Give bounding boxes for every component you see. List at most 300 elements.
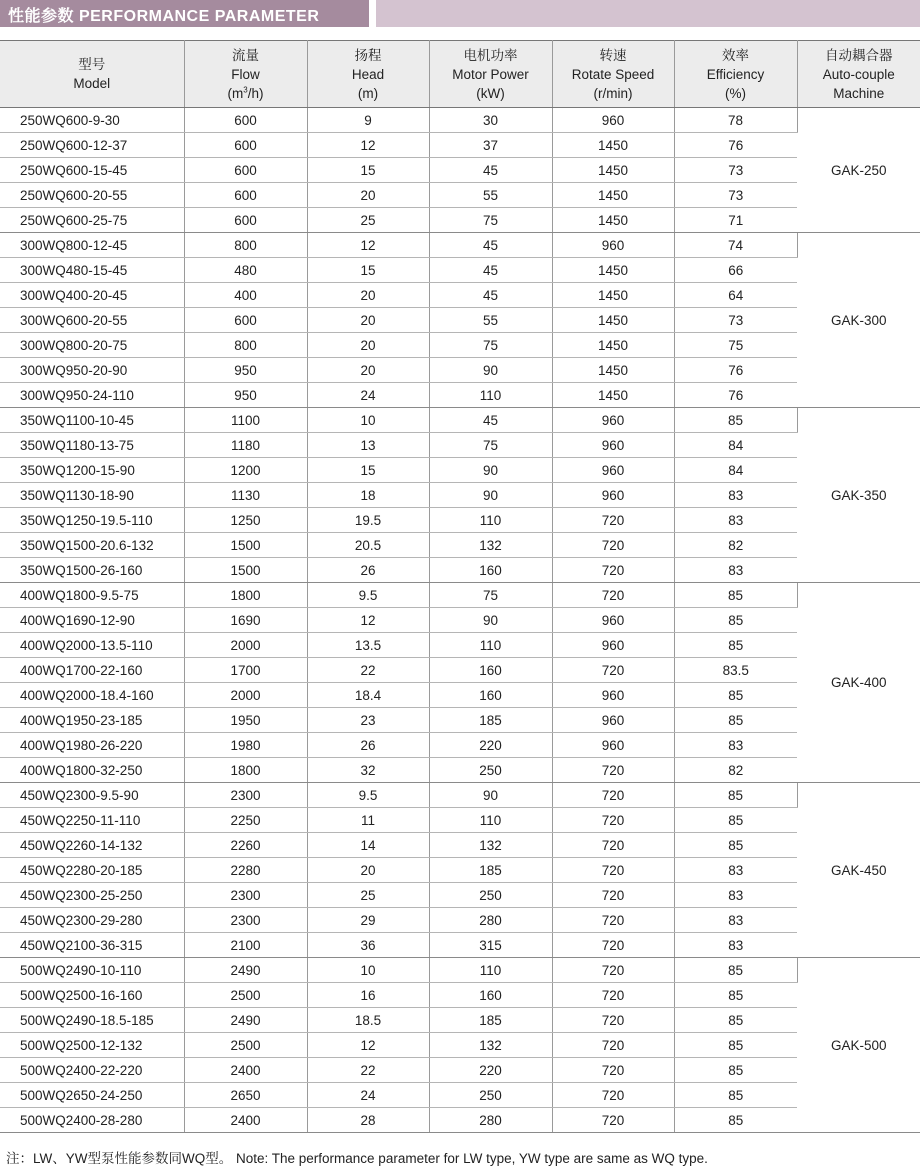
cell-flow: 600: [184, 158, 307, 183]
cell-model: 500WQ2490-10-110: [0, 958, 184, 983]
cell-rotate-speed: 720: [552, 533, 674, 558]
table-row: [0, 308, 920, 333]
cell-rotate-speed: 720: [552, 858, 674, 883]
table-row: [0, 483, 920, 508]
cell-motor-power: 75: [429, 333, 552, 358]
header-flow: [184, 41, 307, 108]
cell-head: 18: [307, 483, 429, 508]
cell-rotate-speed: 720: [552, 508, 674, 533]
cell-head: 18.5: [307, 1008, 429, 1033]
cell-rotate-speed: 720: [552, 1058, 674, 1083]
table-row: [0, 833, 920, 858]
cell-efficiency: 73: [674, 308, 797, 333]
cell-model: 500WQ2400-22-220: [0, 1058, 184, 1083]
cell-head: 20: [307, 308, 429, 333]
cell-model: 250WQ600-25-75: [0, 208, 184, 233]
header-en: Auto-couple: [798, 65, 920, 84]
cell-flow: 1800: [184, 758, 307, 783]
cell-rotate-speed: 720: [552, 758, 674, 783]
cell-motor-power: 110: [429, 958, 552, 983]
cell-rotate-speed: 1450: [552, 133, 674, 158]
cell-efficiency: 85: [674, 1008, 797, 1033]
cell-motor-power: 90: [429, 458, 552, 483]
header-row: [0, 41, 920, 108]
cell-efficiency: 64: [674, 283, 797, 308]
cell-rotate-speed: 960: [552, 683, 674, 708]
cell-flow: 1950: [184, 708, 307, 733]
cell-model: 450WQ2300-9.5-90: [0, 783, 184, 808]
table-row: [0, 183, 920, 208]
cell-motor-power: 132: [429, 533, 552, 558]
header-en: Head: [308, 65, 429, 84]
table-row: [0, 283, 920, 308]
cell-model: 250WQ600-20-55: [0, 183, 184, 208]
header-model: [0, 41, 184, 108]
cell-rotate-speed: 720: [552, 808, 674, 833]
cell-efficiency: 73: [674, 158, 797, 183]
cell-motor-power: 55: [429, 308, 552, 333]
cell-rotate-speed: 1450: [552, 283, 674, 308]
cell-efficiency: 85: [674, 958, 797, 983]
table-row: [0, 708, 920, 733]
header-zh: 型号: [0, 55, 184, 74]
cell-rotate-speed: 720: [552, 1008, 674, 1033]
cell-model: 350WQ1180-13-75: [0, 433, 184, 458]
cell-rotate-speed: 720: [552, 983, 674, 1008]
cell-model: 500WQ2490-18.5-185: [0, 1008, 184, 1033]
cell-model: 450WQ2250-11-110: [0, 808, 184, 833]
table-row: [0, 883, 920, 908]
cell-flow: 2300: [184, 783, 307, 808]
cell-efficiency: 66: [674, 258, 797, 283]
cell-efficiency: 83: [674, 558, 797, 583]
cell-motor-power: 90: [429, 608, 552, 633]
performance-table: [0, 40, 920, 1133]
header-unit: (r/min): [553, 84, 674, 103]
cell-efficiency: 83: [674, 883, 797, 908]
cell-flow: 1200: [184, 458, 307, 483]
cell-head: 10: [307, 958, 429, 983]
cell-head: 15: [307, 258, 429, 283]
cell-flow: 1130: [184, 483, 307, 508]
cell-motor-power: 280: [429, 908, 552, 933]
cell-head: 15: [307, 158, 429, 183]
header-zh: 电机功率: [430, 46, 552, 65]
cell-efficiency: 85: [674, 833, 797, 858]
table-row: [0, 933, 920, 958]
cell-rotate-speed: 960: [552, 408, 674, 433]
cell-rotate-speed: 960: [552, 233, 674, 258]
cell-rotate-speed: 1450: [552, 208, 674, 233]
cell-rotate-speed: 720: [552, 783, 674, 808]
cell-head: 12: [307, 133, 429, 158]
table-row: [0, 408, 920, 433]
cell-rotate-speed: 720: [552, 933, 674, 958]
cell-model: 500WQ2500-12-132: [0, 1033, 184, 1058]
cell-motor-power: 220: [429, 733, 552, 758]
table-row: [0, 533, 920, 558]
cell-auto-couple: GAK-350: [797, 408, 920, 583]
cell-auto-couple: GAK-500: [797, 958, 920, 1133]
cell-head: 32: [307, 758, 429, 783]
cell-model: 450WQ2100-36-315: [0, 933, 184, 958]
table-body: [0, 108, 920, 1133]
cell-motor-power: 45: [429, 283, 552, 308]
cell-efficiency: 84: [674, 433, 797, 458]
cell-head: 26: [307, 733, 429, 758]
cell-head: 19.5: [307, 508, 429, 533]
cell-motor-power: 185: [429, 1008, 552, 1033]
cell-flow: 1180: [184, 433, 307, 458]
cell-flow: 2000: [184, 683, 307, 708]
table-row: [0, 683, 920, 708]
cell-model: 400WQ1690-12-90: [0, 608, 184, 633]
cell-flow: 600: [184, 308, 307, 333]
cell-efficiency: 85: [674, 1083, 797, 1108]
cell-head: 12: [307, 233, 429, 258]
cell-motor-power: 90: [429, 483, 552, 508]
footnote: 注：LW、YW型泵性能参数同WQ型。 Note: The performance parameter for LW type, YW type are same as WQ type.: [6, 1147, 708, 1167]
header-auto-couple: [797, 41, 920, 108]
table-row: [0, 608, 920, 633]
cell-motor-power: 160: [429, 983, 552, 1008]
cell-head: 23: [307, 708, 429, 733]
cell-motor-power: 110: [429, 633, 552, 658]
header-en: Model: [0, 74, 184, 93]
cell-flow: 1690: [184, 608, 307, 633]
cell-motor-power: 45: [429, 233, 552, 258]
cell-head: 15: [307, 458, 429, 483]
table-row: [0, 733, 920, 758]
cell-efficiency: 78: [674, 108, 797, 133]
cell-rotate-speed: 720: [552, 833, 674, 858]
header-en: Flow: [185, 65, 307, 84]
cell-motor-power: 75: [429, 433, 552, 458]
cell-motor-power: 160: [429, 558, 552, 583]
cell-motor-power: 30: [429, 108, 552, 133]
table-row: [0, 208, 920, 233]
cell-auto-couple: GAK-450: [797, 783, 920, 958]
table-row: [0, 258, 920, 283]
cell-efficiency: 85: [674, 808, 797, 833]
cell-flow: 2490: [184, 1008, 307, 1033]
cell-head: 26: [307, 558, 429, 583]
cell-flow: 2500: [184, 1033, 307, 1058]
cell-head: 12: [307, 1033, 429, 1058]
cell-efficiency: 74: [674, 233, 797, 258]
cell-efficiency: 76: [674, 358, 797, 383]
table-row: [0, 958, 920, 983]
cell-flow: 2280: [184, 858, 307, 883]
cell-motor-power: 110: [429, 508, 552, 533]
cell-rotate-speed: 960: [552, 458, 674, 483]
table-row: [0, 858, 920, 883]
cell-efficiency: 73: [674, 183, 797, 208]
cell-motor-power: 55: [429, 183, 552, 208]
header-unit: (kW): [430, 84, 552, 103]
table-row: [0, 1008, 920, 1033]
banner-title-block: [0, 0, 369, 27]
cell-rotate-speed: 960: [552, 483, 674, 508]
cell-flow: 480: [184, 258, 307, 283]
cell-efficiency: 84: [674, 458, 797, 483]
cell-head: 20.5: [307, 533, 429, 558]
cell-flow: 2300: [184, 883, 307, 908]
cell-motor-power: 250: [429, 1083, 552, 1108]
cell-efficiency: 83: [674, 733, 797, 758]
header-en: Motor Power: [430, 65, 552, 84]
cell-flow: 1700: [184, 658, 307, 683]
cell-motor-power: 37: [429, 133, 552, 158]
table-row: [0, 583, 920, 608]
cell-flow: 1980: [184, 733, 307, 758]
cell-head: 25: [307, 883, 429, 908]
cell-rotate-speed: 1450: [552, 383, 674, 408]
cell-flow: 2400: [184, 1108, 307, 1133]
cell-motor-power: 110: [429, 383, 552, 408]
header-unit: Machine: [798, 84, 920, 103]
cell-head: 22: [307, 658, 429, 683]
cell-efficiency: 83: [674, 858, 797, 883]
cell-rotate-speed: 720: [552, 1108, 674, 1133]
cell-model: 400WQ1980-26-220: [0, 733, 184, 758]
cell-flow: 2300: [184, 908, 307, 933]
cell-rotate-speed: 1450: [552, 183, 674, 208]
table-row: [0, 508, 920, 533]
table-row: [0, 1033, 920, 1058]
cell-model: 400WQ1700-22-160: [0, 658, 184, 683]
cell-model: 250WQ600-12-37: [0, 133, 184, 158]
table-row: [0, 158, 920, 183]
cell-motor-power: 185: [429, 708, 552, 733]
cell-efficiency: 76: [674, 383, 797, 408]
cell-efficiency: 85: [674, 1108, 797, 1133]
cell-rotate-speed: 720: [552, 1033, 674, 1058]
cell-efficiency: 71: [674, 208, 797, 233]
cell-efficiency: 85: [674, 983, 797, 1008]
cell-model: 300WQ800-12-45: [0, 233, 184, 258]
cell-motor-power: 160: [429, 683, 552, 708]
cell-motor-power: 132: [429, 1033, 552, 1058]
cell-head: 20: [307, 183, 429, 208]
table-row: [0, 458, 920, 483]
cell-flow: 950: [184, 383, 307, 408]
header-head: [307, 41, 429, 108]
cell-head: 11: [307, 808, 429, 833]
cell-flow: 2250: [184, 808, 307, 833]
cell-flow: 2100: [184, 933, 307, 958]
table-row: [0, 1083, 920, 1108]
cell-flow: 600: [184, 108, 307, 133]
cell-efficiency: 76: [674, 133, 797, 158]
header-unit-flow: $(m^3/h)$: [185, 84, 307, 103]
header-zh: 流量: [185, 46, 307, 65]
section-title: 性能参数 PERFORMANCE PARAMETER: [8, 3, 319, 26]
cell-model: 350WQ1250-19.5-110: [0, 508, 184, 533]
cell-flow: 2000: [184, 633, 307, 658]
cell-motor-power: 75: [429, 583, 552, 608]
cell-efficiency: 83: [674, 908, 797, 933]
cell-head: 14: [307, 833, 429, 858]
cell-efficiency: 85: [674, 633, 797, 658]
cell-flow: 950: [184, 358, 307, 383]
cell-head: 16: [307, 983, 429, 1008]
cell-motor-power: 280: [429, 1108, 552, 1133]
cell-motor-power: 185: [429, 858, 552, 883]
table-row: [0, 108, 920, 133]
cell-efficiency: 85: [674, 583, 797, 608]
header-zh: 扬程: [308, 46, 429, 65]
cell-model: 450WQ2300-29-280: [0, 908, 184, 933]
cell-efficiency: 82: [674, 533, 797, 558]
table-header: [0, 41, 920, 108]
cell-motor-power: 75: [429, 208, 552, 233]
cell-efficiency: 83: [674, 483, 797, 508]
banner-accent-block: [376, 0, 920, 27]
cell-rotate-speed: 960: [552, 708, 674, 733]
cell-model: 300WQ950-20-90: [0, 358, 184, 383]
cell-motor-power: 45: [429, 258, 552, 283]
cell-flow: 800: [184, 333, 307, 358]
table-row: [0, 433, 920, 458]
cell-motor-power: 250: [429, 758, 552, 783]
cell-flow: 600: [184, 208, 307, 233]
cell-rotate-speed: 1450: [552, 333, 674, 358]
cell-model: 350WQ1500-26-160: [0, 558, 184, 583]
header-motor-power: [429, 41, 552, 108]
cell-head: 20: [307, 358, 429, 383]
cell-efficiency: 85: [674, 708, 797, 733]
cell-model: 500WQ2500-16-160: [0, 983, 184, 1008]
cell-model: 300WQ950-24-110: [0, 383, 184, 408]
cell-flow: 600: [184, 183, 307, 208]
cell-motor-power: 250: [429, 883, 552, 908]
cell-rotate-speed: 1450: [552, 358, 674, 383]
cell-head: 12: [307, 608, 429, 633]
table-row: [0, 1108, 920, 1133]
cell-model: 400WQ1800-32-250: [0, 758, 184, 783]
cell-auto-couple: GAK-400: [797, 583, 920, 783]
header-rotate-speed: [552, 41, 674, 108]
cell-efficiency: 85: [674, 1033, 797, 1058]
cell-rotate-speed: 1450: [552, 308, 674, 333]
cell-model: 500WQ2650-24-250: [0, 1083, 184, 1108]
cell-head: 28: [307, 1108, 429, 1133]
cell-rotate-speed: 960: [552, 433, 674, 458]
cell-auto-couple: GAK-300: [797, 233, 920, 408]
cell-flow: 400: [184, 283, 307, 308]
cell-model: 250WQ600-9-30: [0, 108, 184, 133]
cell-model: 400WQ1950-23-185: [0, 708, 184, 733]
cell-rotate-speed: 720: [552, 558, 674, 583]
cell-head: 9.5: [307, 583, 429, 608]
cell-head: 25: [307, 208, 429, 233]
cell-flow: 2260: [184, 833, 307, 858]
table-row: [0, 633, 920, 658]
cell-model: 250WQ600-15-45: [0, 158, 184, 183]
table-row: [0, 358, 920, 383]
table-row: [0, 908, 920, 933]
table-row: [0, 133, 920, 158]
header-efficiency: [674, 41, 797, 108]
cell-rotate-speed: 720: [552, 958, 674, 983]
cell-model: 300WQ600-20-55: [0, 308, 184, 333]
table-row: [0, 233, 920, 258]
section-banner: [0, 0, 920, 27]
cell-rotate-speed: 720: [552, 908, 674, 933]
header-en: Efficiency: [675, 65, 797, 84]
cell-head: 20: [307, 858, 429, 883]
cell-flow: 1250: [184, 508, 307, 533]
cell-head: 9: [307, 108, 429, 133]
cell-efficiency: 83.5: [674, 658, 797, 683]
table-row: [0, 658, 920, 683]
header-en: Rotate Speed: [553, 65, 674, 84]
cell-motor-power: 220: [429, 1058, 552, 1083]
cell-head: 18.4: [307, 683, 429, 708]
banner-divider: [371, 0, 374, 27]
cell-head: 36: [307, 933, 429, 958]
cell-rotate-speed: 960: [552, 608, 674, 633]
header-zh: 自动耦合器: [798, 46, 920, 65]
cell-model: 350WQ1500-20.6-132: [0, 533, 184, 558]
cell-model: 400WQ1800-9.5-75: [0, 583, 184, 608]
header-zh: 效率: [675, 46, 797, 65]
cell-head: 9.5: [307, 783, 429, 808]
table-row: [0, 808, 920, 833]
cell-flow: 600: [184, 133, 307, 158]
table-row: [0, 783, 920, 808]
cell-rotate-speed: 720: [552, 658, 674, 683]
cell-motor-power: 45: [429, 158, 552, 183]
cell-head: 29: [307, 908, 429, 933]
cell-head: 20: [307, 333, 429, 358]
cell-efficiency: 75: [674, 333, 797, 358]
table-row: [0, 333, 920, 358]
cell-rotate-speed: 720: [552, 1083, 674, 1108]
cell-rotate-speed: 720: [552, 883, 674, 908]
cell-model: 450WQ2260-14-132: [0, 833, 184, 858]
cell-head: 13.5: [307, 633, 429, 658]
cell-model: 400WQ2000-13.5-110: [0, 633, 184, 658]
cell-flow: 800: [184, 233, 307, 258]
cell-auto-couple: GAK-250: [797, 108, 920, 233]
cell-head: 22: [307, 1058, 429, 1083]
cell-flow: 2500: [184, 983, 307, 1008]
cell-flow: 1800: [184, 583, 307, 608]
cell-head: 20: [307, 283, 429, 308]
cell-efficiency: 85: [674, 408, 797, 433]
cell-motor-power: 110: [429, 808, 552, 833]
cell-flow: 2490: [184, 958, 307, 983]
cell-model: 300WQ480-15-45: [0, 258, 184, 283]
cell-rotate-speed: 960: [552, 108, 674, 133]
cell-model: 300WQ400-20-45: [0, 283, 184, 308]
cell-motor-power: 90: [429, 783, 552, 808]
cell-head: 24: [307, 1083, 429, 1108]
cell-flow: 2400: [184, 1058, 307, 1083]
cell-flow: 1100: [184, 408, 307, 433]
table-row: [0, 558, 920, 583]
cell-efficiency: 85: [674, 1058, 797, 1083]
cell-motor-power: 132: [429, 833, 552, 858]
header-unit: (m): [308, 84, 429, 103]
cell-rotate-speed: 960: [552, 733, 674, 758]
cell-model: 350WQ1130-18-90: [0, 483, 184, 508]
cell-model: 500WQ2400-28-280: [0, 1108, 184, 1133]
cell-model: 450WQ2280-20-185: [0, 858, 184, 883]
cell-rotate-speed: 720: [552, 583, 674, 608]
